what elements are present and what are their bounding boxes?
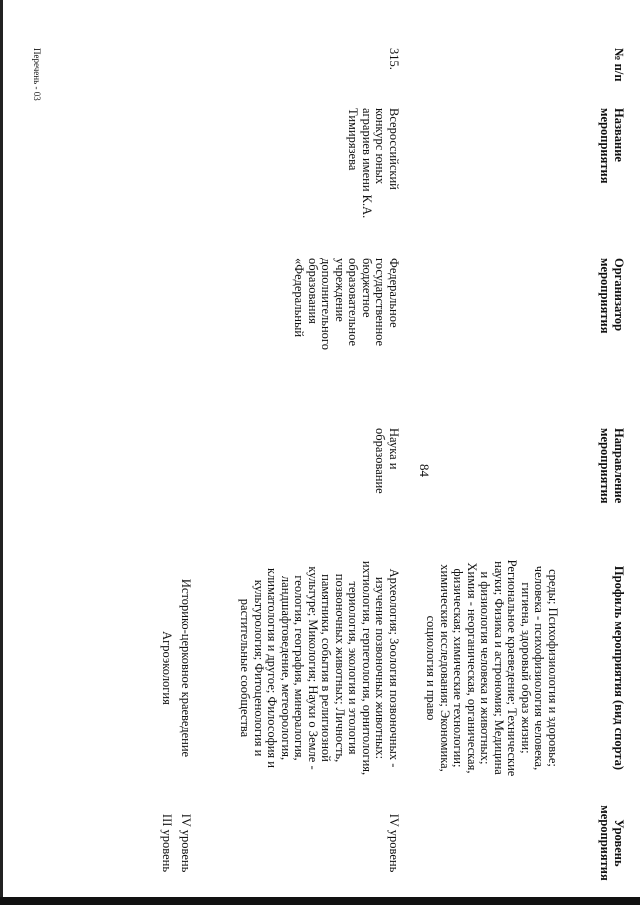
header-profile: Профиль мероприятия (вид спорта) bbox=[612, 565, 626, 771]
header-organizer: Организатор мероприятия bbox=[598, 258, 626, 334]
level-3: IV уровень bbox=[179, 813, 193, 873]
level-4: III уровень bbox=[160, 813, 174, 873]
page-number: 84 bbox=[417, 464, 432, 477]
profile-3: Историко-церковное краеведение bbox=[179, 578, 193, 758]
event-name: Всероссийский конкурс юных аграриев имени К.А. Тимирязева bbox=[346, 108, 401, 219]
footer-code: Перечень - 03 bbox=[32, 48, 42, 101]
scan-edge-left bbox=[0, 0, 3, 905]
header-level: Уровень мероприятия bbox=[598, 805, 626, 881]
event-direction: Наука и образование bbox=[373, 428, 401, 494]
row-number: 315. bbox=[387, 48, 401, 70]
header-name: Название мероприятия bbox=[598, 108, 626, 184]
rotated-page bbox=[25, 48, 625, 893]
header-direction: Направление мероприятия bbox=[598, 428, 626, 504]
scan-edge-bottom bbox=[0, 897, 640, 905]
profile-list-1: среды; Психофизиология и здоровье; человека - психофизиология человека, гигиена, здоровый образ жизни; Региональное краеведение; Технические науки; Физика и астрономия; Медицина и физиология человека и животных; Химия - неорганическая, органическая, физическая; химические технологии; химические исследования; Экономика, социология и право bbox=[424, 559, 560, 777]
profile-list-2: Археология; Зоология позвоночных - изучение позвоночных животных: ихтиология, герпетология, орнитология, териология, экология и этология позвоночных животных; Личность, памятники, события в религиозной культуре; Микология; Науки о Земле - геология, география, минералогия, ландшафтоведение, метеорология, климатология и другое; Философия и культурология; Фитоценология и растительные сообщества bbox=[238, 560, 401, 776]
level-2: IV уровень bbox=[387, 813, 401, 873]
header-num: № п/п bbox=[612, 48, 626, 82]
profile-4: Агроэкология bbox=[160, 631, 174, 705]
event-organizer: Федеральное государственное бюджетное образовательное учреждение дополнительного образования «Федеральный bbox=[292, 258, 401, 350]
